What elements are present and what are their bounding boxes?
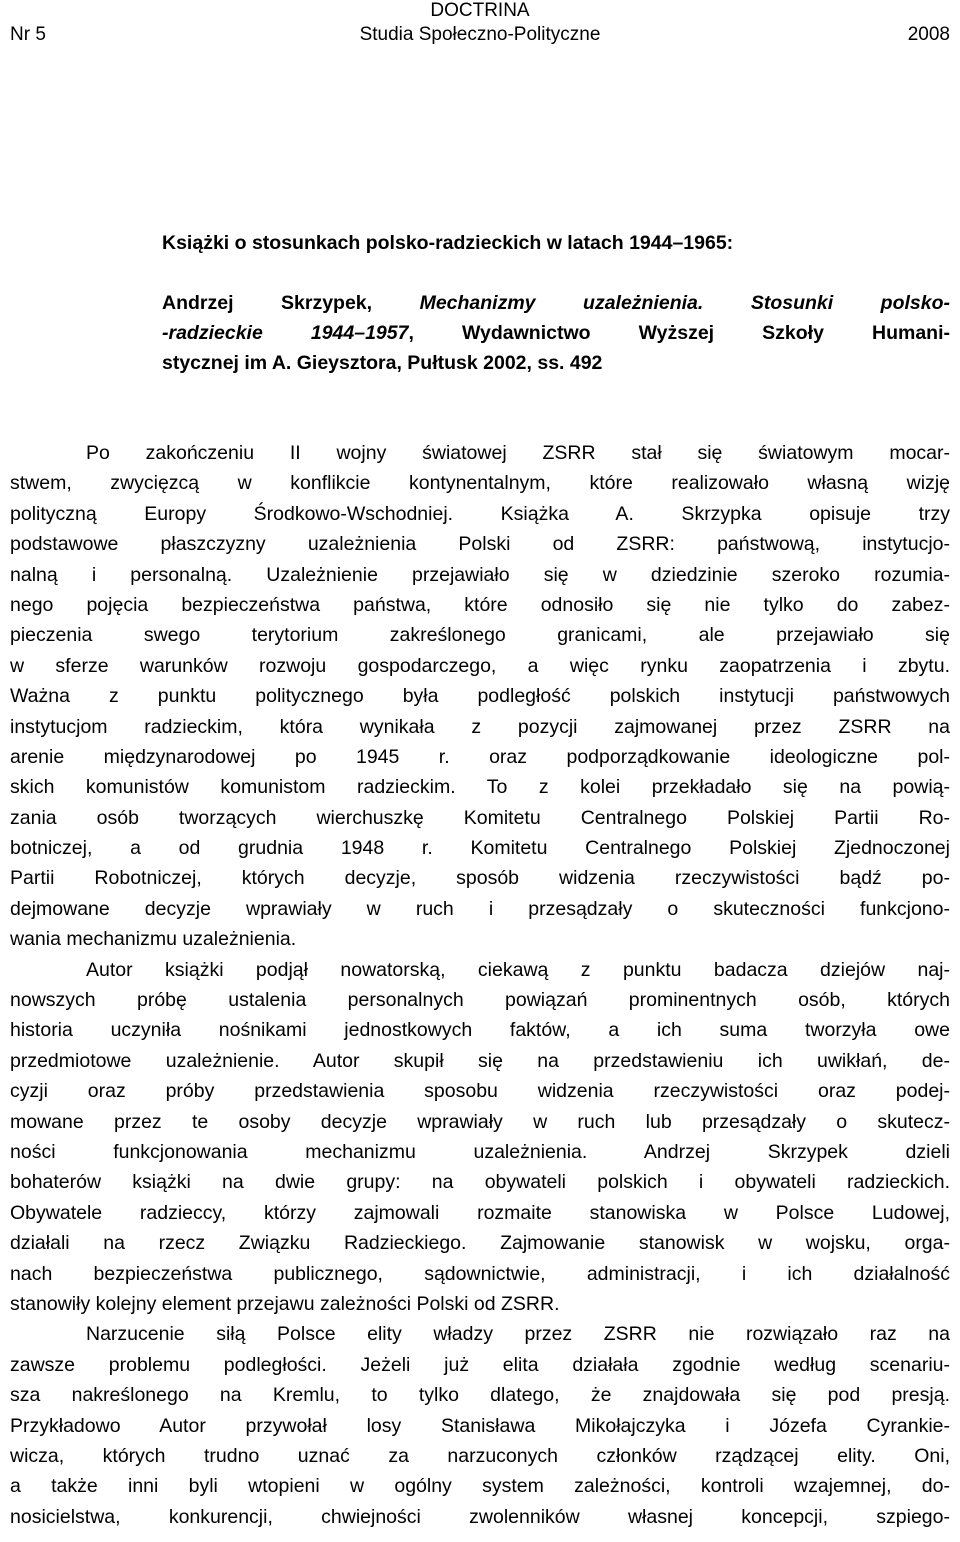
text-line: historia uczyniła nośnikami jednostkowych faktów, a ich suma tworzyła owe: [10, 1019, 950, 1042]
text-line: w sferze warunków rozwoju gospodarczego, a więc rynku zaopatrzenia i zbytu.: [10, 654, 950, 677]
bib-line: stycznej im A. Gieysztora, Pułtusk 2002, ss. 492: [162, 352, 603, 374]
text-line: wania mechanizmu uzależnienia.: [10, 928, 297, 951]
text-line: działali na rzecz Związku Radzieckiego. Zajmowanie stanowisk w wojsku, orga-: [10, 1232, 950, 1255]
bib-line: [162, 288, 950, 318]
text-line: skich komunistów komunistom radzieckim. To z kolei przekładało się na powią-: [10, 776, 950, 799]
text-line: dejmowane decyzje wprawiały w ruch i przesądzały o skuteczności funkcjono-: [10, 897, 950, 920]
text-line: botniczej, a od grudnia 1948 r. Komitetu Centralnego Polskiej Zjednoczonej: [10, 837, 950, 860]
text-line: podstawowe płaszczyzny uzależnienia Polski od ZSRR: państwową, instytucjo-: [10, 533, 950, 556]
section-title: Książki o stosunkach polsko-radzieckich w latach 1944–1965:: [162, 232, 734, 254]
text-line: Obywatele radzieccy, którzy zajmowali rozmaite stanowiska w Polsce Ludowej,: [10, 1201, 950, 1224]
journal-name: DOCTRINA: [430, 0, 530, 21]
text-line: nosicielstwa, konkurencji, chwiejności zwolenników własnej koncepcji, szpiego-: [10, 1505, 950, 1528]
text-line: stwem, zwycięzcą w konflikcie kontynentalnym, które realizowało własną wizję: [10, 472, 950, 495]
text-line: sza nakreślonego na Kremlu, to tylko dlatego, że znajdowała się pod presją.: [10, 1384, 950, 1407]
bibliographic-entry: [162, 288, 950, 378]
text-line: zania osób tworzących wierchuszkę Komitetu Centralnego Polskiej Partii Ro-: [10, 806, 950, 829]
text-line: nego pojęcia bezpieczeństwa państwa, które odnosiło się nie tylko do zabez-: [10, 593, 950, 616]
text-line: nalną i personalną. Uzależnienie przejawiało się w dziedzinie szeroko rozumia-: [10, 563, 950, 586]
text-line: instytucjom radzieckim, która wynikała z pozycji zajmowanej przez ZSRR na: [10, 715, 950, 738]
text-line: nowszych próbę ustalenia personalnych powiązań prominentnych osób, których: [10, 989, 950, 1012]
text-line: mowane przez te osoby decyzje wprawiały w ruch lub przesądzały o skutecz-: [10, 1110, 950, 1133]
text-line: Przykładowo Autor przywołał losy Stanisława Mikołajczyka i Józefa Cyrankie-: [10, 1414, 950, 1437]
bib-line: [162, 318, 950, 348]
text-line: polityczną Europy Środkowo-Wschodniej. Książka A. Skrzypka opisuje trzy: [10, 502, 950, 525]
review-body: [10, 438, 950, 1532]
text-line: Narzucenie siłą Polsce elity władzy przez ZSRR nie rozwiązało raz na: [86, 1323, 950, 1346]
publisher: , Wydawnictwo Wyższej Szkoły Humani-: [408, 322, 950, 344]
text-line: zawsze problemu podległości. Jeżeli już elita działała zgodnie według scenariu-: [10, 1353, 950, 1376]
book-title-cont: -radzieckie 1944–1957: [162, 322, 409, 344]
text-line: a także inni byli wtopieni w ogólny system zależności, kontroli wzajemnej, do-: [10, 1475, 950, 1498]
text-line: Ważna z punktu politycznego była podległość polskich instytucji państwowych: [10, 685, 950, 708]
publication-year: 2008: [907, 24, 950, 45]
text-line: wicza, których trudno uznać za narzuconych członków rządzącej elity. Oni,: [10, 1444, 950, 1467]
issue-number: Nr 5: [10, 24, 46, 45]
text-line: bohaterów książki na dwie grupy: na obywateli polskich i obywateli radzieckich.: [10, 1171, 950, 1194]
book-title: Mechanizmy uzależnienia. Stosunki polsko-: [419, 292, 950, 314]
text-line: arenie międzynarodowej po 1945 r. oraz podporządkowanie ideologiczne pol-: [10, 745, 950, 768]
text-line: Partii Robotniczej, których decyzje, sposób widzenia rzeczywistości bądź po-: [10, 867, 950, 890]
text-line: pieczenia swego terytorium zakreślonego granicami, ale przejawiało się: [10, 624, 950, 647]
book-author: Andrzej Skrzypek,: [162, 292, 420, 314]
page-header: [10, 0, 950, 52]
text-line: cyzji oraz próby przedstawienia sposobu widzenia rzeczywistości oraz podej-: [10, 1080, 950, 1103]
text-line: stanowiły kolejny element przejawu zależności Polski od ZSRR.: [10, 1292, 560, 1315]
text-line: Po zakończeniu II wojny światowej ZSRR stał się światowym mocar-: [86, 442, 950, 464]
text-line: ności funkcjonowania mechanizmu uzależnienia. Andrzej Skrzypek dzieli: [10, 1140, 950, 1163]
text-line: Autor książki podjął nowatorską, ciekawą z punktu badacza dziejów naj-: [86, 958, 950, 981]
series-name: Studia Społeczno-Polityczne: [359, 24, 601, 45]
text-line: nach bezpieczeństwa publicznego, sądownictwie, administracji, i ich działalność: [10, 1262, 950, 1285]
text-line: przedmiotowe uzależnienie. Autor skupił się na przedstawieniu ich uwikłań, de-: [10, 1049, 950, 1072]
